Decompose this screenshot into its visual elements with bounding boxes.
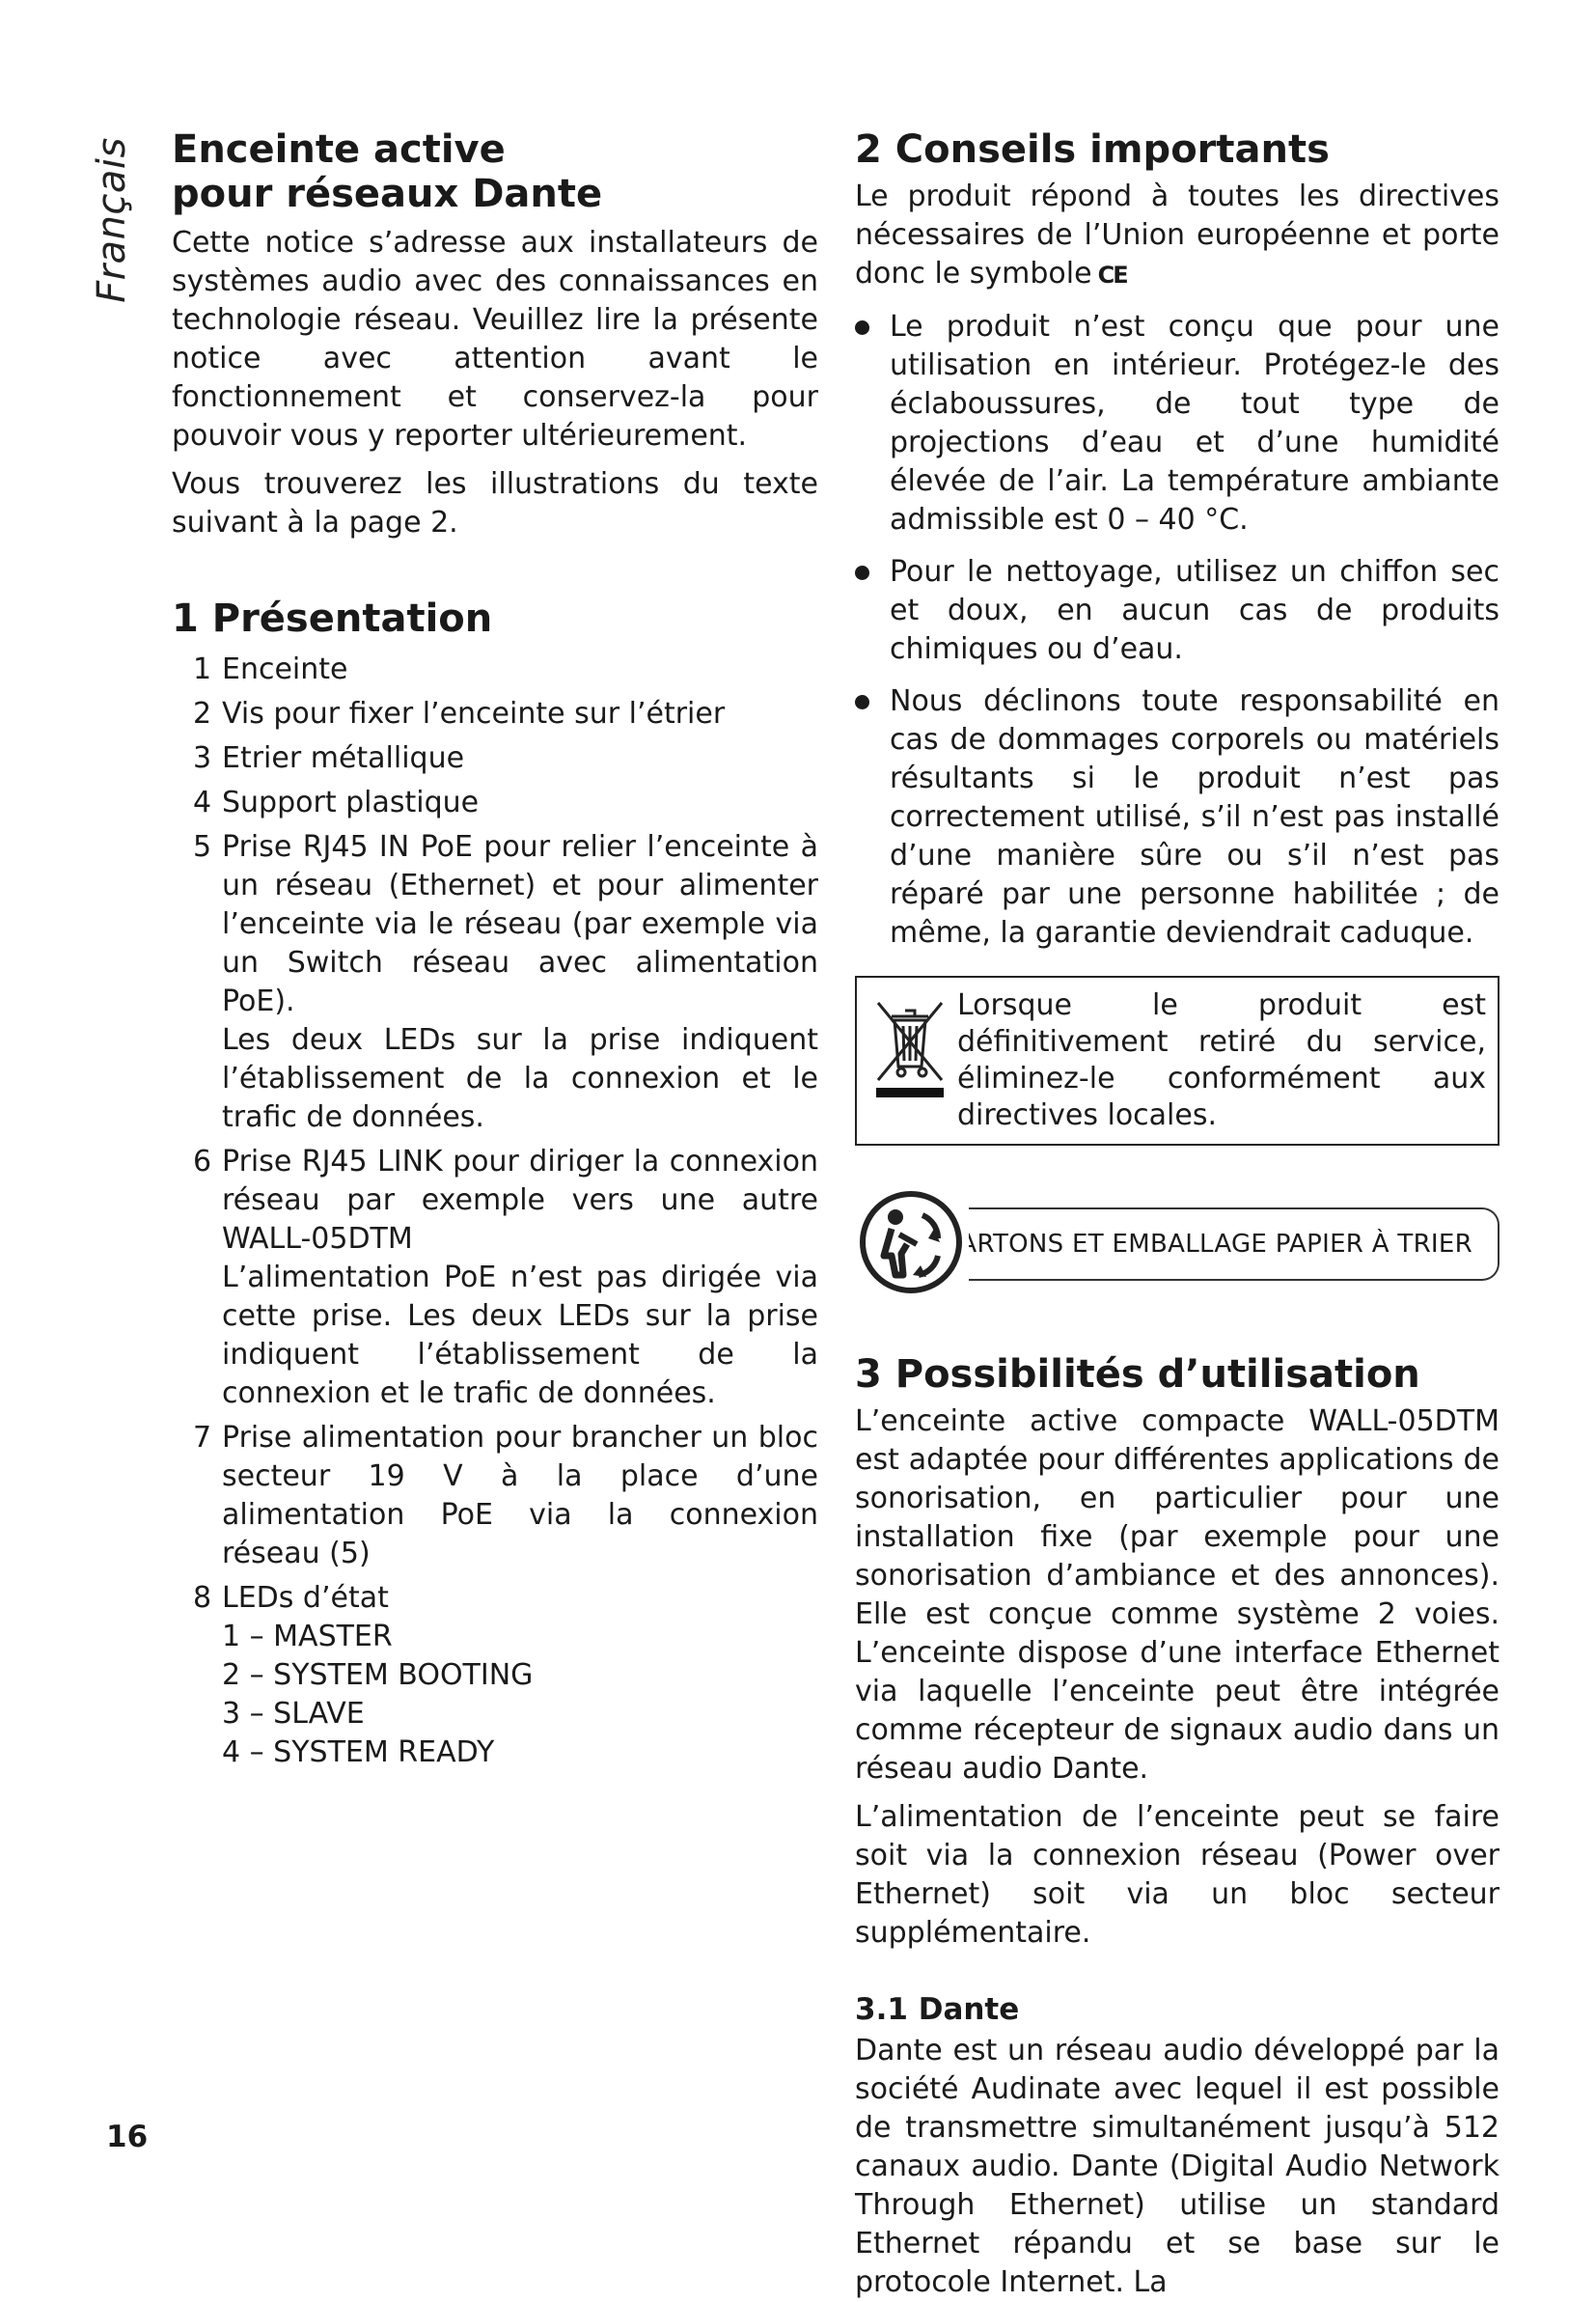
safety-bullets: [855, 308, 1500, 953]
section-3-1-paragraph: Dante est un réseau audio développé par la société Audinate avec lequel il est possible de transmettre simultanément jusqu’à 512 canaux audio. Dante (Digital Audio Network Through Ethernet) utilise un standard Ethernet répandu et se base sur le protocole Internet. La: [855, 2034, 1500, 2299]
disposal-notice-box: [855, 976, 1500, 1146]
led-item-system-ready: 4 – SYSTEM READY: [222, 1735, 495, 1769]
page-number: 16: [106, 2120, 149, 2154]
document-title-line2: pour réseaux Dante: [172, 172, 603, 216]
led-item-system-booting: 2 – SYSTEM BOOTING: [222, 1658, 534, 1692]
led-list: [222, 1618, 818, 1772]
recycling-banner: [855, 1180, 1500, 1306]
legend-item-extra: Les deux LEDs sur la prise indiquent l’établissement de la connexion et le trafic de données.: [222, 1023, 818, 1134]
legend-item-text: Etrier métallique: [222, 741, 465, 775]
legend-item-text: Prise alimentation pour brancher un bloc secteur 19 V à la place d’une alimentation PoE via la connexion réseau (5): [222, 1421, 818, 1570]
legend-item: [172, 651, 818, 689]
bullet-text: Pour le nettoyage, utilisez un chiffon sec et doux, en aucun cas de produits chimiques ou d’eau.: [890, 555, 1500, 666]
legend-item: [172, 1419, 818, 1573]
bullet-text: Nous déclinons toute responsabilité en cas de dommages corporels ou matériels résultants si le produit n’est pas correctement utilisé, s’il n’est pas installé d’une manière sûre ou s’il n’est pas réparé par une personne habilitée ; de même, la garantie deviendrait caduque.: [890, 684, 1500, 950]
legend-item-body: [222, 828, 818, 1137]
ce-mark: CE: [1097, 262, 1127, 289]
legend-item-body: [222, 1143, 818, 1413]
legend-item-number: 1: [193, 652, 212, 686]
intro-paragraph-2: Vous trouverez les illustrations du texte suivant à la page 2.: [172, 467, 818, 540]
led-item-slave: 3 – SLAVE: [222, 1697, 365, 1731]
bullet-item: [855, 682, 1500, 953]
legend-item-number: 5: [193, 830, 212, 864]
section-1-heading: 1 Présentation: [172, 596, 493, 641]
legend-item: [172, 828, 818, 1137]
legend-item-text: LEDs d’état: [222, 1581, 389, 1615]
legend-item-number: 4: [193, 786, 212, 819]
language-tab: [89, 137, 135, 303]
legend-item: [172, 1579, 818, 1772]
bullet-item: [855, 553, 1500, 669]
disposal-notice-text: Lorsque le produit est définitivement retiré du service, éliminez-le conformément aux directives locales.: [957, 988, 1486, 1132]
legend-item-number: 7: [193, 1421, 212, 1455]
intro-paragraph-1: Cette notice s’adresse aux installateurs de systèmes audio avec des connaissances en technologie réseau. Veuillez lire la présente notice avec attention avant le fonctionnement et conservez-la pour pouvoir vous y reporter ultérieurement.: [172, 226, 818, 453]
section-2-intro-text: Le produit répond à toutes les directives nécessaires de l’Union européenne et porte donc le symbole: [855, 180, 1500, 291]
crossed-out-bin-icon: [868, 987, 951, 1103]
legend-item-text: Support plastique: [222, 786, 480, 819]
bullet-dot-icon: [855, 553, 890, 669]
legend-item-text: Prise RJ45 LINK pour diriger la connexion réseau par exemple vers une autre WALL-05DTM: [222, 1145, 818, 1256]
legend-item-number: 2: [193, 697, 212, 731]
legend-item-text: Vis pour fixer l’enceinte sur l’étrier: [222, 697, 726, 731]
legend-item-text: Enceinte: [222, 652, 348, 686]
bullet-dot-icon: [855, 308, 890, 540]
bullet-item: [855, 308, 1500, 540]
legend-item: [172, 784, 818, 822]
recycling-banner-label: CARTONS ET EMBALLAGE PAPIER À TRIER: [913, 1207, 1500, 1281]
right-column: [855, 127, 1500, 2302]
legend-item: [172, 695, 818, 734]
bullet-text: Le produit n’est conçu que pour une utilisation en intérieur. Protégez-le des éclaboussures, de tout type de projections d’eau et d’une humidité élevée de l’air. La température ambiante admissible est 0 – 40 °C.: [890, 310, 1500, 537]
section-2-heading: 2 Conseils importants: [855, 127, 1330, 172]
parts-legend: [172, 651, 818, 1772]
bullet-dot-icon: [855, 682, 890, 953]
legend-item-number: 8: [193, 1581, 212, 1615]
legend-item-extra: L’alimentation PoE n’est pas dirigée via cette prise. Les deux LEDs sur la prise indiquent l’établissement de la connexion et le trafic de données.: [222, 1261, 818, 1410]
language-tab-label: Français: [90, 137, 134, 303]
document-title-line1: Enceinte active: [172, 127, 506, 172]
triman-recycling-icon: [855, 1186, 969, 1300]
section-3-1-heading: 3.1 Dante: [855, 1992, 1020, 2027]
legend-item: [172, 1143, 818, 1413]
left-column: [172, 127, 818, 1778]
section-2-intro: [855, 178, 1500, 294]
section-3-paragraph-2: L’alimentation de l’enceinte peut se faire soit via la connexion réseau (Power over Ethernet) soit via un bloc secteur supplémentaire.: [855, 1800, 1500, 1950]
document-title: [172, 127, 818, 216]
section-3-heading: 3 Possibilités d’utilisation: [855, 1352, 1420, 1397]
legend-item: [172, 739, 818, 778]
section-3-paragraph-1: L’enceinte active compacte WALL-05DTM est adaptée pour différentes applications de sonorisation, en particulier pour une installation fixe (par exemple pour une sonorisation d’ambiance et des annonces). Elle est conçue comme système 2 voies. L’enceinte dispose d’une interface Ethernet via laquelle l’enceinte peut être intégrée comme récepteur de signaux audio dans un réseau audio Dante.: [855, 1404, 1500, 1786]
legend-item-body: [222, 1579, 818, 1772]
legend-item-number: 3: [193, 741, 212, 775]
legend-item-text: Prise RJ45 IN PoE pour relier l’enceinte à un réseau (Ethernet) et pour alimenter l’enceinte via le réseau (par exemple via un Switch réseau avec alimentation PoE).: [222, 830, 818, 1018]
legend-item-number: 6: [193, 1145, 212, 1179]
led-item-master: 1 – MASTER: [222, 1620, 393, 1653]
